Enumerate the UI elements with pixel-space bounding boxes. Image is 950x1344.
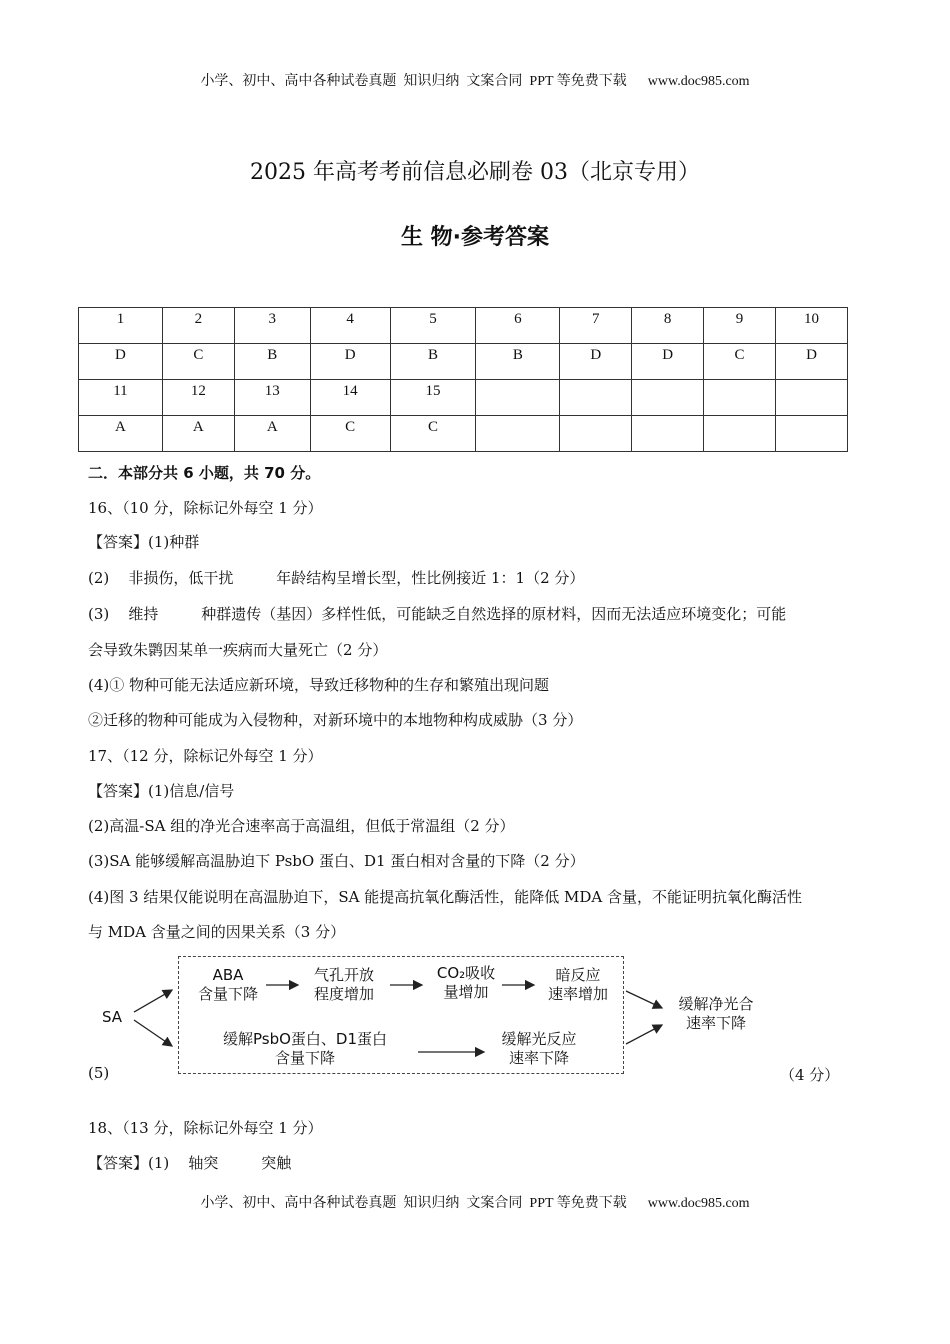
- result-line1: 缓解净光合: [678, 995, 754, 1013]
- document-subtitle: 生 物·参考答案: [400, 225, 550, 250]
- psbo-line1: 缓解PsbO蛋白、D1蛋白: [222, 1030, 388, 1048]
- q17-answer-2: (2)高温-SA 组的净光合速率高于高温组，但低于常温组（2 分）: [88, 817, 515, 835]
- q17-answer-5-score: （4 分）: [780, 1066, 840, 1084]
- q17-answer-1: 【答案】(1)信息/信号: [88, 782, 235, 800]
- footer-banner: 小学、初中、高中各种试卷真题 知识归纳 文案合同 PPT 等免费下载 www.doc985.com: [200, 1196, 750, 1211]
- table-cell: D: [560, 344, 632, 380]
- q17-answer-5-label: (5): [88, 1064, 110, 1082]
- q16-heading: 16、（10 分，除标记外每空 1 分）: [88, 499, 323, 517]
- result-line2: 速率下降: [685, 1014, 746, 1032]
- q16-answer-2: (2) 非损伤，低干扰 年龄结构呈增长型，性比例接近 1：1（2 分）: [88, 569, 585, 587]
- table-cell: B: [234, 344, 310, 380]
- table-cell: 14: [310, 380, 390, 416]
- table-cell: 12: [162, 380, 234, 416]
- table-cell: 1: [79, 308, 163, 344]
- table-cell: D: [632, 344, 704, 380]
- table-cell: B: [476, 344, 560, 380]
- table-cell: 10: [776, 308, 848, 344]
- dark-line1: 暗反应: [555, 966, 601, 984]
- table-cell: C: [310, 416, 390, 452]
- table-cell: B: [390, 344, 476, 380]
- table-cell: C: [162, 344, 234, 380]
- q18-heading: 18、（13 分，除标记外每空 1 分）: [88, 1119, 323, 1137]
- stoma-line2: 程度增加: [313, 985, 374, 1003]
- table-cell: 4: [310, 308, 390, 344]
- q16-answer-4-line1: (4)① 物种可能无法适应新环境，导致迁移物种的生存和繁殖出现问题: [88, 676, 550, 694]
- q16-answer-1: 【答案】(1)种群: [88, 533, 200, 551]
- aba-line1: ABA: [212, 966, 244, 984]
- table-cell: C: [704, 344, 776, 380]
- q16-answer-3-line1: (3) 维持 种群遗传（基因）多样性低，可能缺乏自然选择的原材料，因而无法适应环境变化；可能: [88, 605, 787, 623]
- q17-answer-4-line2: 与 MDA 含量之间的因果关系（3 分）: [88, 923, 346, 941]
- table-cell: 9: [704, 308, 776, 344]
- q17-answer-4-line1: (4)图 3 结果仅能说明在高温胁迫下，SA 能提高抗氧化酶活性，能降低 MDA 含量，不能证明抗氧化酶活性: [88, 888, 802, 906]
- table-cell: D: [79, 344, 163, 380]
- co2-line1: CO₂吸收: [436, 964, 496, 982]
- light-line2: 速率下降: [508, 1049, 569, 1067]
- section-2-heading: 二．本部分共 6 小题，共 70 分。: [88, 464, 321, 482]
- q17-answer-3: (3)SA 能够缓解高温胁迫下 PsbO 蛋白、D1 蛋白相对含量的下降（2 分）: [88, 852, 585, 870]
- diagram-node-sa: SA: [102, 1008, 123, 1026]
- table-cell: 5: [390, 308, 476, 344]
- table-cell: 8: [632, 308, 704, 344]
- table-cell: D: [776, 344, 848, 380]
- table-cell: 11: [79, 380, 163, 416]
- table-cell: 7: [560, 308, 632, 344]
- table-cell: 6: [476, 308, 560, 344]
- header-banner: 小学、初中、高中各种试卷真题 知识归纳 文案合同 PPT 等免费下载 www.doc985.com: [200, 74, 750, 89]
- table-cell: 15: [390, 380, 476, 416]
- psbo-line2: 含量下降: [274, 1049, 335, 1067]
- table-cell: C: [390, 416, 476, 452]
- q16-answer-4-line2: ②迁移的物种可能成为入侵物种，对新环境中的本地物种构成威胁（3 分）: [88, 711, 583, 729]
- q18-answer-1: 【答案】(1) 轴突 突触: [88, 1154, 292, 1172]
- document-title: 2025 年高考考前信息必刷卷 03（北京专用）: [250, 160, 700, 185]
- table-cell: 3: [234, 308, 310, 344]
- table-cell: 13: [234, 380, 310, 416]
- dark-line2: 速率增加: [547, 985, 608, 1003]
- q17-heading: 17、（12 分，除标记外每空 1 分）: [88, 747, 323, 765]
- light-line1: 缓解光反应: [501, 1030, 577, 1048]
- co2-line2: 量增加: [443, 983, 489, 1001]
- q16-answer-3-line2: 会导致朱鹮因某单一疾病而大量死亡（2 分）: [88, 641, 388, 659]
- table-cell: A: [79, 416, 163, 452]
- stoma-line1: 气孔开放: [313, 966, 374, 984]
- table-cell: D: [310, 344, 390, 380]
- table-cell: A: [162, 416, 234, 452]
- aba-line2: 含量下降: [197, 985, 258, 1003]
- table-cell: A: [234, 416, 310, 452]
- table-cell: 2: [162, 308, 234, 344]
